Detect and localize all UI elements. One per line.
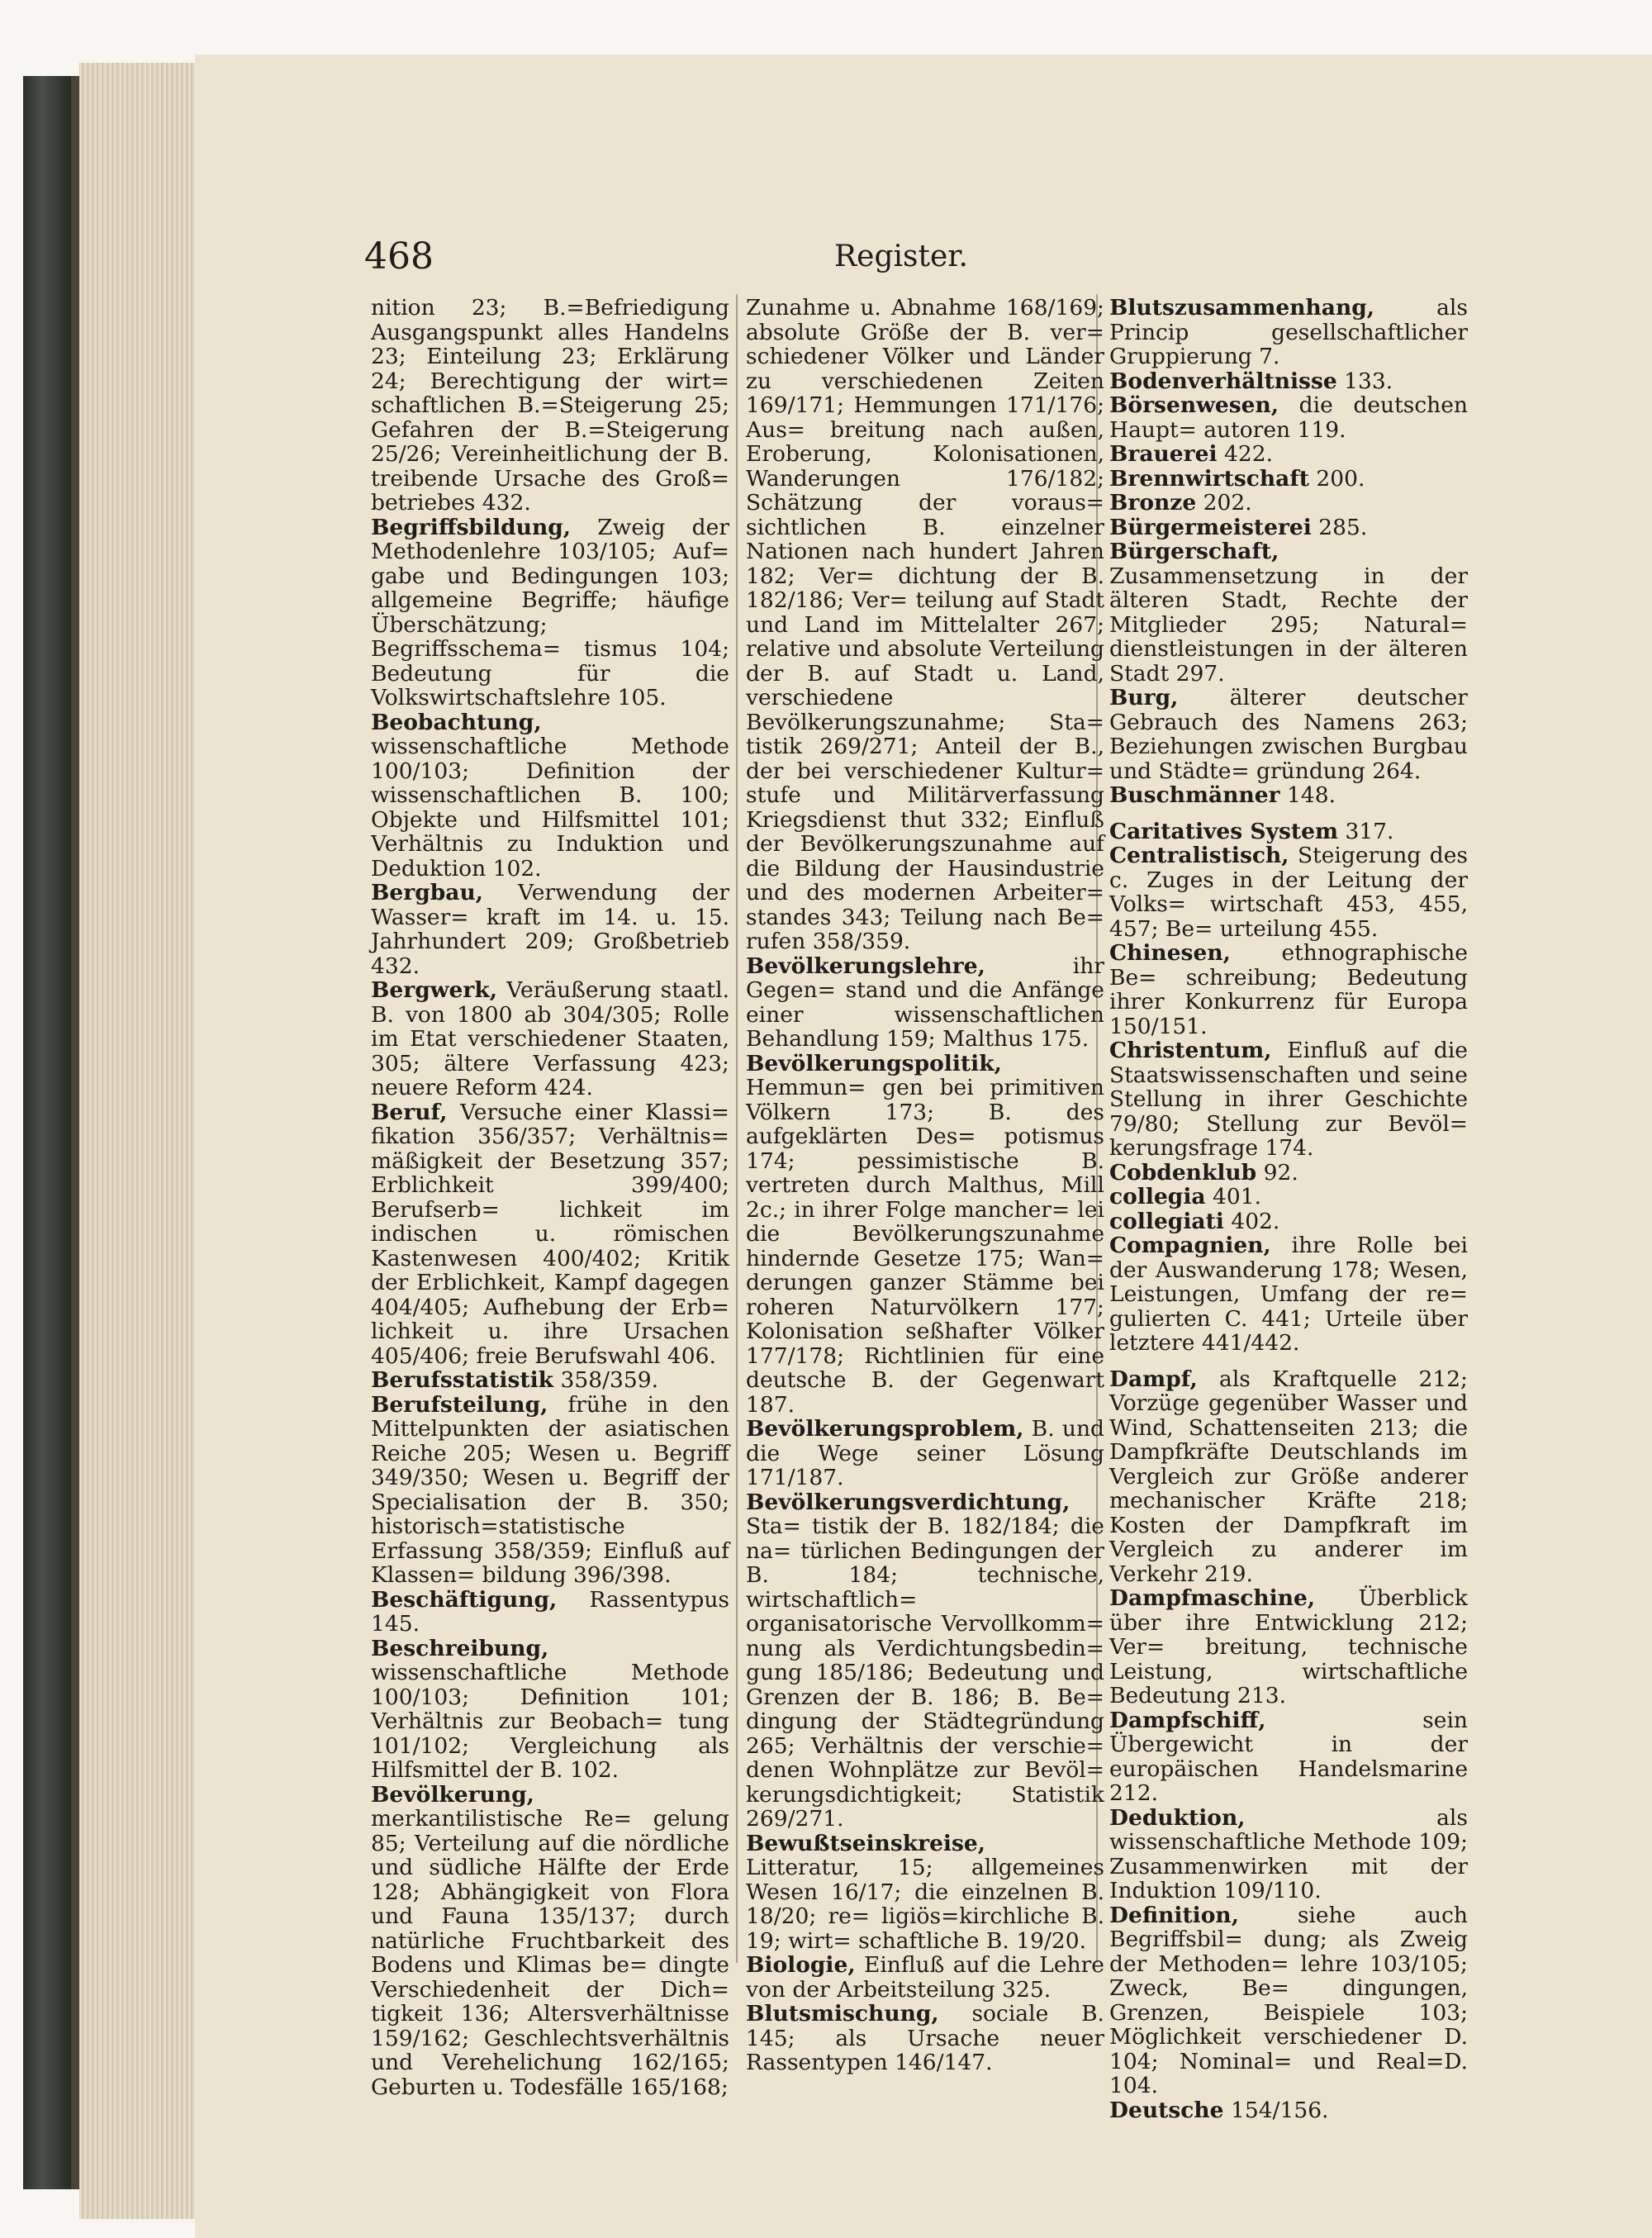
entry-text: frühe in den Mittelpunkten der asiatischen Reiche 205; Wesen u. Begriff 349/350; Wesen u. Begriff der Specialisation der B. 350; historisch=statistische Erfassung 358/359; Einfluß auf Klassen= bildung 396/398. <box>371 1391 729 1588</box>
entry-text: als Princip gesellschaftlicher Gruppierung 7. <box>1109 295 1468 369</box>
index-entry <box>1109 393 1468 442</box>
index-entry <box>1109 686 1468 783</box>
index-entry <box>371 978 729 1100</box>
index-entry <box>1109 539 1468 686</box>
entry-text: Überblick über ihre Entwicklung 212; Ver= breitung, technische Leistung, wirtschaftliche Bedeutung 213. <box>1109 1585 1468 1708</box>
entry-text: 285. <box>1318 514 1368 540</box>
page-title: Register. <box>834 240 968 273</box>
entry-text: ihre Rolle bei der Auswanderung 178; Wesen, Leistungen, Umfang der re= gulierten C. 441; Urteile über letztere 441/442. <box>1109 1233 1468 1356</box>
entry-headword: Bevölkerungslehre, <box>746 953 985 979</box>
entry-headword: Centralistisch, <box>1109 843 1289 868</box>
index-entry <box>1109 783 1468 808</box>
entry-text: als Kraftquelle 212; Vorzüge gegenüber Wasser und Wind, Schattenseiten 213; die Dampfkräfte Deutschlands im Vergleich zur Größe anderer mechanischer Kräfte 218; Kosten der Dampfkraft im Vergleich zu anderer im Verkehr 219. <box>1109 1366 1468 1587</box>
entry-text: Steigerung des c. Zuges in der Leitung der Volks= wirtschaft 453, 455, 457; Be= urteilung 455. <box>1109 843 1468 942</box>
index-entry <box>746 1052 1104 1418</box>
entry-headword: Bewußtseinskreise, <box>746 1830 985 1856</box>
entry-headword: Berufsteilung, <box>371 1391 548 1418</box>
page-edges <box>79 63 195 2219</box>
entry-headword: Deutsche <box>1109 2097 1224 2123</box>
entry-text: Sta= tistik der B. 182/184; die na= türlichen Bedingungen der B. 184; technische, wirtschaftlich= organisatorische Vervollkomm= nung als Verdichtungsbedin= gung 185/186; Bedeutung und Grenzen der B. 186; B. Be= dingung der Städtegründung 265; Verhältnis der verschie= denen Wohnplätze zur Bevöl= kerungsdichtigkeit; Statistik 269/271. <box>746 1513 1104 1832</box>
entry-headword: Biologie, <box>746 1952 856 1978</box>
entry-text: 92. <box>1263 1159 1298 1186</box>
index-entry <box>1109 1233 1468 1356</box>
entry-headword: collegia <box>1109 1184 1206 1209</box>
index-entry <box>1109 1708 1468 1806</box>
entry-text: Einfluß auf die Staatswissenschaften und seine Stellung in ihrer Geschichte 79/80; Stellung zur Bevöl= kerungsfrage 174. <box>1109 1038 1468 1161</box>
entry-headword: Blutsmischung, <box>746 2001 939 2027</box>
entry-text: Zunahme u. Abnahme 168/169; absolute Größe der B. ver= schiedener Völker und Länder zu verschiedenen Zeiten 169/171; Hemmungen 171/176; Aus= breitung nach außen, Eroberung, Kolonisationen, Wanderungen 176/182; Schätzung der voraus= sichtlichen B. einzelner Nationen nach hundert Jahren 182; Ver= dichtung der B. 182/186; Ver= teilung auf Stadt und Land im Mittelalter 267; relative und absolute Verteilung der B. auf Stadt u. Land, verschiedene Bevölkerungszunahme; Sta= tistik 269/271; Anteil der B., der bei verschiedener Kultur= stufe und Militärverfassung Kriegsdienst thut 332; Einfluß der Bevölkerungszunahme auf die Bildung der Hausindustrie und des modernen Arbeiter= standes 343; Teilung nach Be= rufen 358/359. <box>746 295 1104 954</box>
index-entry <box>1109 843 1468 941</box>
entry-headword: Dampf, <box>1109 1366 1198 1392</box>
entry-headword: Chinesen, <box>1109 940 1231 966</box>
entry-text: Zusammensetzung in der älteren Stadt, Rechte der Mitglieder 295; Natural= dienstleistungen in der älteren Stadt 297. <box>1109 563 1468 687</box>
index-entry <box>1109 1367 1468 1587</box>
entry-text: nition 23; B.=Befriedigung Ausgangspunkt alles Handelns 23; Einteilung 23; Erklärung 24; Berechtigung der wirt= schaftlichen B.=Steigerung 25; Gefahren der B.=Steigerung 25/26; Vereinheitlichung der B. treibende Ursache des Groß= betriebes 432. <box>371 295 729 516</box>
entry-text: älterer deutscher Gebrauch des Namens 263; Beziehungen zwischen Burgbau und Städte= gründung 264. <box>1109 685 1468 784</box>
index-entry <box>746 1490 1104 1832</box>
index-entry <box>1109 820 1468 844</box>
entry-text: 422. <box>1223 441 1273 467</box>
entry-headword: Buschmänner <box>1109 782 1280 808</box>
entry-headword: Caritatives System <box>1109 818 1339 844</box>
entry-headword: Christentum, <box>1109 1038 1272 1063</box>
entry-headword: Cobdenklub <box>1109 1159 1257 1186</box>
index-entry <box>1109 467 1468 492</box>
index-entry <box>746 1953 1104 2002</box>
entry-headword: Bodenverhältnisse <box>1109 368 1337 394</box>
index-entry <box>1109 941 1468 1038</box>
entry-headword: Bevölkerungspolitik, <box>746 1050 1002 1076</box>
entry-headword: Brauerei <box>1109 441 1218 467</box>
index-entry <box>1109 491 1468 516</box>
index-entry <box>1109 1586 1468 1708</box>
book-cover-edge <box>71 76 79 2189</box>
entry-text: Hemmun= gen bei primitiven Völkern 173; B. des aufgeklärten Des= potismus 174; pessimistische B. vertreten durch Malthus, Mill 2c.; in ihrer Folge mancher= lei die Bevölkerungszunahme hindernde Gesetze 175; Wan= derungen ganzer Stämme bei roheren Naturvölkern 177; Kolonisation seßhafter Völker 177/178; Richtlinien für eine deutsche B. der Gegenwart 187. <box>746 1075 1104 1418</box>
book-cover-spine <box>23 76 71 2189</box>
entry-text: 148. <box>1287 782 1336 808</box>
entry-headword: Deduktion, <box>1109 1804 1246 1831</box>
entry-text: Versuche einer Klassi= fikation 356/357; Verhältnis= mäßigkeit der Besetzung 357; Erblichkeit 399/400; Berufserb= lichkeit im indischen u. römischen Kastenwesen 400/402; Kritik der Erblichkeit, Kampf dagegen 404/405; Aufhebung der Erb= lichkeit u. ihre Ursachen 405/406; freie Berufswahl 406. <box>371 1099 729 1369</box>
entry-headword: Bevölkerungsproblem, <box>746 1416 1024 1442</box>
entry-headword: Dampfschiff, <box>1109 1707 1266 1733</box>
entry-headword: Bergwerk, <box>371 977 497 1003</box>
entry-headword: Bevölkerungsverdichtung, <box>746 1489 1070 1515</box>
entry-headword: Bürgerschaft, <box>1109 539 1279 564</box>
entry-text: wissenschaftliche Methode 100/103; Definition der wissenschaftlichen B. 100; Objekte und Hilfsmittel 101; Verhältnis zu Induktion und Deduktion 102. <box>371 734 729 881</box>
entry-text: Rassentypus 145. <box>371 1586 729 1637</box>
entry-text: 202. <box>1203 490 1252 516</box>
index-entry <box>746 954 1104 1052</box>
entry-text: 200. <box>1316 465 1365 492</box>
entry-headword: Bergbau, <box>371 880 483 905</box>
entry-text: ethnographische Be= schreibung; Bedeutung ihrer Konkurrenz für Europa 150/151. <box>1109 940 1468 1039</box>
column-rule <box>736 294 738 1963</box>
index-entry <box>1109 1038 1468 1161</box>
entry-text: 402. <box>1231 1208 1280 1234</box>
entry-text: Zweig der Methodenlehre 103/105; Auf= gabe und Bedingungen 103; allgemeine Begriffe; häufige Überschätzung; Begriffsschema= tismus 104; Bedeutung für die Volkswirtschaftslehre 105. <box>371 514 729 710</box>
index-entry <box>1109 516 1468 540</box>
entry-text: Einfluß auf die Lehre von der Arbeitsteilung 325. <box>746 1952 1104 2003</box>
entry-headword: Dampfmaschine, <box>1109 1585 1316 1611</box>
index-entry <box>1109 369 1468 394</box>
index-entry <box>371 1100 729 1369</box>
index-entry <box>371 1393 729 1588</box>
index-entry <box>1109 1209 1468 1234</box>
entry-headword: Beobachtung, <box>371 709 542 735</box>
entry-text: 317. <box>1345 818 1394 844</box>
entry-text: 358/359. <box>560 1367 658 1393</box>
entry-headword: Definition, <box>1109 1902 1239 1928</box>
entry-headword: Beschreibung, <box>371 1635 549 1661</box>
index-entry <box>1109 1903 1468 2098</box>
entry-headword: collegiati <box>1109 1208 1224 1234</box>
index-entry <box>1109 2098 1468 2123</box>
index-entry <box>1109 1806 1468 1903</box>
entry-headword: Compagnien, <box>1109 1233 1271 1258</box>
entry-headword: Bronze <box>1109 490 1197 516</box>
index-entry <box>1109 442 1468 467</box>
entry-text: merkantilistische Re= gelung 85; Verteilung auf die nördliche und südliche Hälfte der Erde 128; Abhängigkeit von Flora und Fauna 135/137; durch natürliche Fruchtbarkeit des Bodens und Klimas be= dingte Verschiedenheit der Dich= tigkeit 136; Altersverhältnisse 159/162; Geschlechtsverhältnis und Verehelichung 162/165; Geburten u. Todesfälle 165/168; <box>371 1806 729 2100</box>
entry-text: wissenschaftliche Methode 100/103; Definition 101; Verhältnis zur Beobach= tung 101/102; Vergleichung als Hilfsmittel der B. 102. <box>371 1660 729 1783</box>
index-entry <box>371 1588 729 1637</box>
index-entry <box>371 1368 729 1393</box>
entry-text: die deutschen Haupt= autoren 119. <box>1109 392 1468 443</box>
index-entry <box>746 296 1104 954</box>
entry-headword: Blutszusammenhang, <box>1109 295 1374 321</box>
index-entry <box>746 1417 1104 1490</box>
entry-text: sociale B. 145; als Ursache neuer Rassentypen 146/147. <box>746 2001 1104 2075</box>
entry-headword: Bevölkerung, <box>371 1781 534 1808</box>
entry-headword: Burg, <box>1109 685 1179 710</box>
index-column-3 <box>1109 296 1468 2122</box>
index-entry <box>1109 1185 1468 1209</box>
entry-headword: Beschäftigung, <box>371 1586 558 1613</box>
index-entry <box>371 710 729 881</box>
index-entry <box>746 1832 1104 1954</box>
entry-headword: Bürgermeisterei <box>1109 514 1312 540</box>
entry-text: 133. <box>1344 368 1393 394</box>
entry-text: B. und die Wege seiner Lösung 171/187. <box>746 1416 1104 1490</box>
entry-text: Verwendung der Wasser= kraft im 14. u. 15. Jahrhundert 209; Großbetrieb 432. <box>371 880 729 979</box>
entry-text: sein Übergewicht in der europäischen Handelsmarine 212. <box>1109 1707 1468 1806</box>
index-column-2 <box>746 296 1104 2075</box>
index-entry <box>371 1637 729 1783</box>
entry-headword: Brennwirtschaft <box>1109 465 1309 492</box>
running-head <box>364 232 1438 282</box>
entry-text: Litteratur, 15; allgemeines Wesen 16/17; die einzelnen B. 18/20; re= ligiös=kirchliche B. 19; wirt= schaftliche B. 19/20. <box>746 1855 1104 1954</box>
entry-text: 154/156. <box>1230 2097 1329 2123</box>
entry-text: Veräußerung staatl. B. von 1800 ab 304/305; Rolle im Etat verschiedener Staaten, 305; ältere Verfassung 423; neuere Reform 424. <box>371 977 729 1100</box>
entry-text: ihr Gegen= stand und die Anfänge einer wissenschaftlichen Behandlung 159; Malthus 175. <box>746 953 1104 1052</box>
page-number: 468 <box>364 235 434 278</box>
entry-text: siehe auch Begriffsbil= dung; als Zweig der Methoden= lehre 103/105; Zweck, Be= dingungen, Grenzen, Beispiele 103; Möglichkeit verschiedener D. 104; Nominal= und Real=D. 104. <box>1109 1902 1468 2098</box>
entry-text: 401. <box>1213 1184 1262 1209</box>
index-column-1 <box>371 296 729 2099</box>
index-entry <box>371 881 729 978</box>
index-entry <box>746 2002 1104 2075</box>
entry-headword: Beruf, <box>371 1099 448 1125</box>
entry-headword: Berufsstatistik <box>371 1367 554 1393</box>
index-entry <box>1109 296 1468 369</box>
entry-headword: Begriffsbildung, <box>371 514 571 540</box>
index-entry <box>1109 1161 1468 1186</box>
index-entry <box>371 1783 729 2100</box>
index-entry <box>371 516 729 710</box>
index-entry <box>371 296 729 516</box>
entry-text: als wissenschaftliche Methode 109; Zusammenwirken mit der Induktion 109/110. <box>1109 1804 1468 1903</box>
entry-headword: Börsenwesen, <box>1109 392 1279 418</box>
